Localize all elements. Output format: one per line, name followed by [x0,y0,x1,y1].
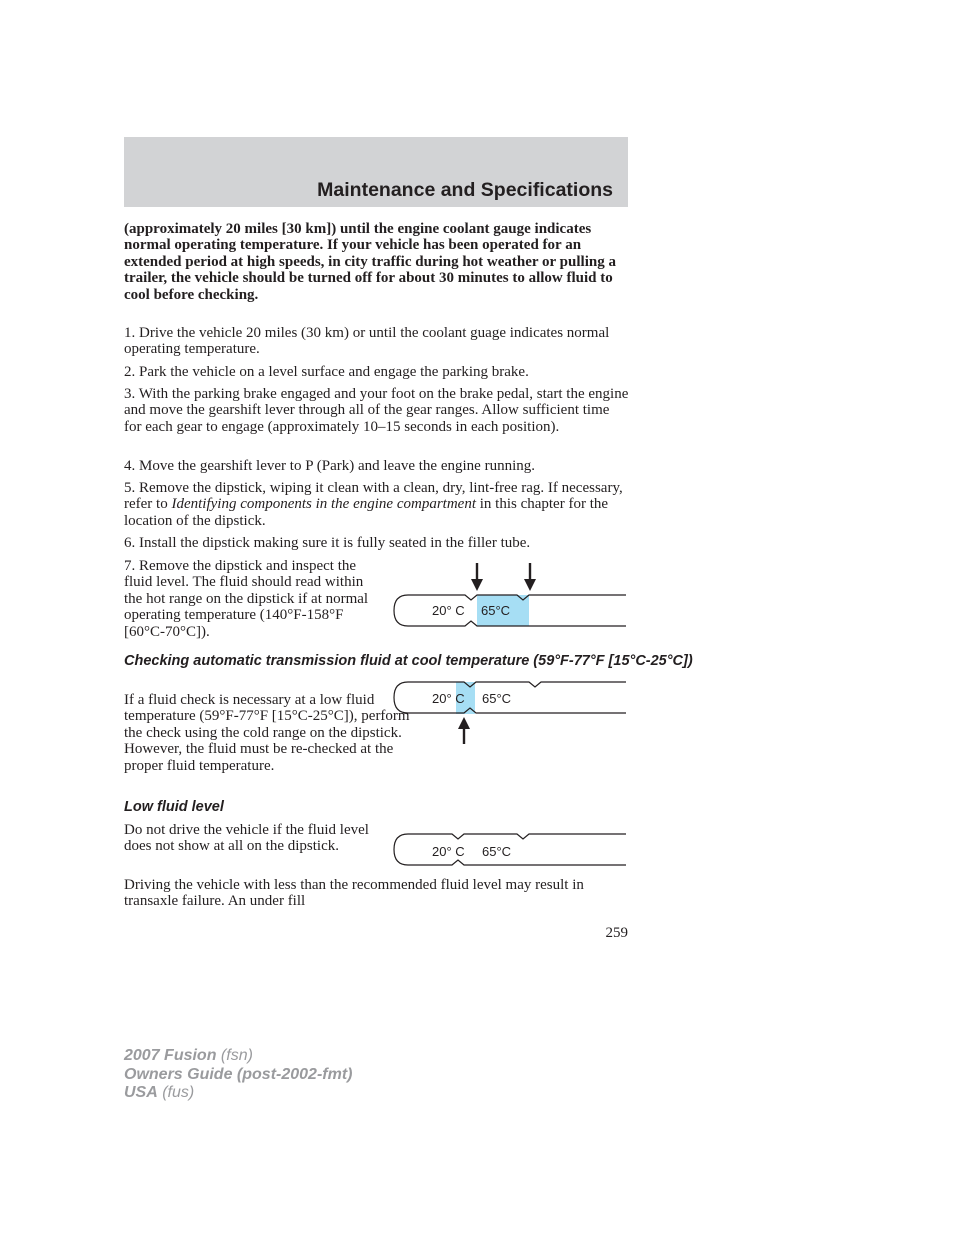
hot-label: 65°C [481,603,511,618]
step-2: 2. Park the vehicle on a level surface and engage the parking brake. [124,364,529,380]
intro-warning: (approximately 20 miles [30 km]) until the engine coolant gauge indicates normal operating temperature. If your vehicle has been operated for an extended period at high speeds, in city traffic during hot weather or pulling a trailer, the vehicle should be turned off for about 30 minutes to allow fluid to cool before checking. [124,221,616,303]
low-fluid-body-2: Driving the vehicle with less than the recommended fluid level may result in transaxle failure. An under fill [124,877,584,910]
step-5-text-end: in this chapter for the location of the dipstick. [124,496,609,529]
cold-label: 20° C [432,844,465,859]
hot-label: 65°C [482,844,512,859]
section-title: Maintenance and Specifications [317,179,613,201]
step-5-text: 5. Remove the dipstick, wiping it clean with a clean, dry, lint-free rag. If necessary, refer to [124,480,623,513]
footer-model: 2007 Fusion [124,1047,217,1064]
cold-label: 20° C [432,691,465,706]
step-5-reference: Identifying components in the engine compartment [171,496,476,513]
step-3: 3. With the parking brake engaged and your foot on the brake pedal, start the engine and move the gearshift lever through all of the gear ranges. Allow sufficient time for each gear to engage (approximately 10–15 seconds in each position). [124,386,629,435]
hot-label: 65°C [482,691,512,706]
page-number: 259 [605,925,628,941]
footer-market-code: (fus) [157,1084,195,1102]
low-fluid-heading: Low fluid level [124,799,224,815]
dipstick-no-fluid-diagram [392,830,628,870]
cold-label: 20° C [432,603,465,618]
arrow-down-icon [524,563,536,591]
low-fluid-body-1: Do not drive the vehicle if the fluid level does not show at all on the dipstick. [124,822,369,855]
footer-market: USA [124,1084,158,1102]
step-5 [124,480,634,529]
section-header-bar [124,137,628,207]
footer-document-info [124,1047,352,1103]
arrow-up-icon [458,717,470,744]
step-1: 1. Drive the vehicle 20 miles (30 km) or until the coolant guage indicates normal operating temperature. [124,325,610,358]
step-4: 4. Move the gearshift lever to P (Park) and leave the engine running. [124,458,535,474]
cool-check-body: If a fluid check is necessary at a low fluid temperature (59°F-77°F [15°C-25°C]), perform the check using the cold range on the dipstick. However, the fluid must be re-checked at the proper fluid temperature. [124,692,410,774]
step-7: 7. Remove the dipstick and inspect the fluid level. The fluid should read within the hot range on the dipstick if at normal operating temperature (140°F-158°F [60°C-70°C]). [124,558,369,640]
step-6: 6. Install the dipstick making sure it is fully seated in the filler tube. [124,535,531,551]
footer-model-code: (fsn) [216,1047,253,1064]
footer-guide: Owners Guide (post-2002-fmt) [124,1065,353,1083]
dipstick-cold-range-diagram [392,678,628,746]
dipstick-hot-range-diagram [392,560,628,632]
cool-check-heading: Checking automatic transmission fluid at cool temperature (59°F-77°F [15°C-25°C]) [124,653,693,669]
arrow-down-icon [471,563,483,591]
